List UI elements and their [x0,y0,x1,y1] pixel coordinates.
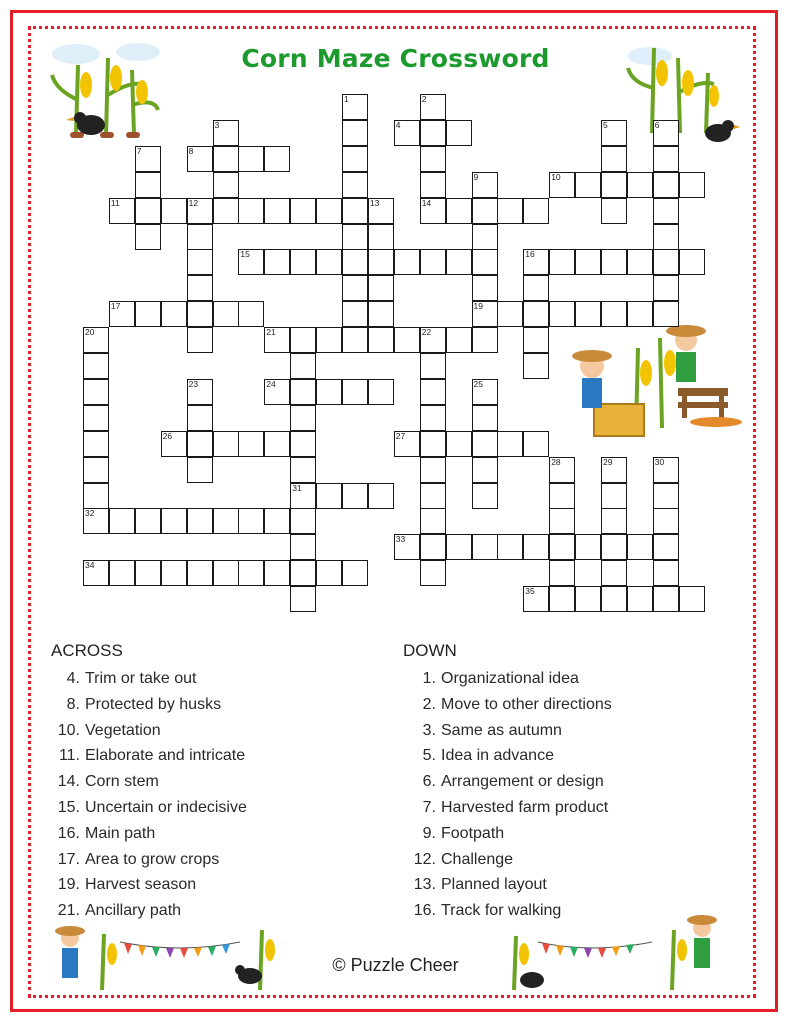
clue-number: 13 [369,197,380,208]
grid-cell[interactable] [420,249,446,275]
grid-cell[interactable] [472,483,498,509]
clue-number: 17 [110,301,121,312]
clue-number: 33 [395,534,406,545]
grid-cell[interactable] [653,198,679,224]
grid-cell[interactable] [472,457,498,483]
grid-cell[interactable] [497,198,523,224]
grid-cell[interactable] [420,534,446,560]
grid-cell[interactable] [264,146,290,172]
grid-cell[interactable] [549,457,575,483]
grid-cell[interactable] [472,224,498,250]
grid-cell[interactable] [342,172,368,198]
grid-cell[interactable] [394,327,420,353]
grid-cell[interactable] [342,198,368,224]
grid-cell[interactable] [187,405,213,431]
grid-cell[interactable] [342,224,368,250]
grid-cell[interactable] [472,327,498,353]
clue-number: 8 [188,145,194,156]
grid-cell[interactable] [83,327,109,353]
clue-number: 23 [188,378,199,389]
clue-number: 6 [654,119,660,130]
grid-cell[interactable] [342,249,368,275]
clue-number: 16 [525,249,535,260]
clue-number: 2 [421,94,427,104]
grid-cell[interactable] [420,198,446,224]
grid-cell[interactable] [446,249,472,275]
clue-number: 25 [473,378,483,389]
grid-cell[interactable] [238,146,264,172]
across-clue: 15. Uncertain or indecisive [57,798,247,816]
grid-cell[interactable] [342,483,368,509]
grid-cell[interactable] [187,275,213,301]
grid-cell[interactable] [679,586,705,612]
grid-cell[interactable] [653,301,679,327]
grid-cell[interactable] [653,534,679,560]
grid-cell[interactable] [290,457,316,483]
grid-cell[interactable] [627,534,653,560]
grid-cell[interactable] [135,198,161,224]
grid-cell[interactable] [420,405,446,431]
grid-cell[interactable] [420,353,446,379]
grid-cell[interactable] [420,560,446,586]
grid-cell[interactable] [420,172,446,198]
grid-cell[interactable] [420,483,446,509]
grid-cell[interactable] [238,249,264,275]
grid-cell[interactable] [523,198,549,224]
grid-cell[interactable] [290,534,316,560]
grid-cell[interactable] [368,224,394,250]
grid-cell[interactable] [653,146,679,172]
grid-cell[interactable] [238,198,264,224]
grid-cell[interactable] [394,534,420,560]
grid-cell[interactable] [472,172,498,198]
grid-cell[interactable] [575,249,601,275]
grid-cell[interactable] [187,146,213,172]
grid-cell[interactable] [653,172,679,198]
grid-cell[interactable] [342,327,368,353]
across-clue: 4. Trim or take out [66,670,197,687]
grid-cell[interactable] [187,198,213,224]
grid-cell[interactable] [549,586,575,612]
grid-cell[interactable] [446,534,472,560]
grid-cell[interactable] [290,353,316,379]
grid-cell[interactable] [523,353,549,379]
grid-cell[interactable] [627,249,653,275]
grid-cell[interactable] [290,405,316,431]
grid-cell[interactable] [627,172,653,198]
grid-cell[interactable] [601,483,627,509]
across-clue: 14. Corn stem [57,773,159,791]
grid-cell[interactable] [290,379,316,405]
grid-cell[interactable] [342,146,368,172]
grid-cell[interactable] [342,275,368,301]
grid-cell[interactable] [342,560,368,586]
grid-cell[interactable] [238,301,264,327]
grid-cell[interactable] [575,172,601,198]
grid-cell[interactable] [187,560,213,586]
grid-cell[interactable] [472,301,498,327]
grid-cell[interactable] [653,457,679,483]
grid-cell[interactable] [264,198,290,224]
clue-number: 24 [266,378,276,389]
grid-cell[interactable] [653,483,679,509]
grid-cell[interactable] [653,586,679,612]
grid-cell[interactable] [420,120,446,146]
grid-cell[interactable] [342,379,368,405]
grid-cell[interactable] [135,508,161,534]
across-clue: 11. Elaborate and intricate [58,747,246,765]
grid-cell[interactable] [420,94,446,120]
clue-number: 19 [473,301,483,312]
clue-number: 31 [292,482,302,493]
grid-cell[interactable] [290,249,316,275]
clue-number: 12 [188,197,199,208]
grid-cell[interactable] [264,327,290,353]
grid-cell[interactable] [549,534,575,560]
grid-cell[interactable] [161,508,187,534]
grid-cell[interactable] [653,249,679,275]
grid-cell[interactable] [653,508,679,534]
grid-cell[interactable] [109,301,135,327]
grid-cell[interactable] [83,560,109,586]
grid-cell[interactable] [316,249,342,275]
clue-number: 27 [395,430,406,441]
grid-cell[interactable] [601,560,627,586]
down-clue: 7. Harvested farm product [422,798,609,816]
grid-cell[interactable] [497,431,523,457]
grid-cell[interactable] [135,146,161,172]
grid-cell[interactable] [290,198,316,224]
clue-number: 1 [344,94,349,104]
down-clue-list [406,666,612,924]
down-clue: 5. Idea in advance [422,747,554,765]
grid-cell[interactable] [290,327,316,353]
grid-cell[interactable] [523,431,549,457]
down-clue: 13. Planned layout [413,876,547,894]
grid-cell[interactable] [472,198,498,224]
copyright-footer: © Puzzle Cheer [332,955,459,975]
clue-number: 3 [214,119,220,130]
down-heading: DOWN [403,641,457,660]
clue-number: 15 [240,249,250,260]
grid-cell[interactable] [601,120,627,146]
grid-cell[interactable] [368,301,394,327]
grid-cell[interactable] [161,431,187,457]
grid-cell[interactable] [420,146,446,172]
clue-number: 34 [85,560,95,571]
grid-cell[interactable] [187,301,213,327]
down-clue: 16. Track for walking [413,902,562,920]
clue-number: 29 [603,456,613,467]
grid-cell[interactable] [420,431,446,457]
grid-cell[interactable] [368,249,394,275]
grid-cell[interactable] [472,275,498,301]
grid-cell[interactable] [420,379,446,405]
grid-cell[interactable] [523,534,549,560]
grid-cell[interactable] [213,560,239,586]
grid-cell[interactable] [83,483,109,509]
grid-cell[interactable] [523,249,549,275]
clue-number: 4 [395,119,401,130]
grid-cell[interactable] [446,198,472,224]
grid-cell[interactable] [523,327,549,353]
grid-cell[interactable] [394,431,420,457]
grid-cell[interactable] [213,172,239,198]
across-clue-list [50,666,247,924]
clue-number: 11 [110,197,120,208]
grid-cell[interactable] [342,301,368,327]
grid-cell[interactable] [316,327,342,353]
grid-cell[interactable] [601,508,627,534]
across-clue: 21. Ancillary path [57,902,182,920]
grid-cell[interactable] [497,301,523,327]
clue-number: 5 [603,119,608,130]
grid-cell[interactable] [290,431,316,457]
grid-cell[interactable] [264,379,290,405]
grid-cell[interactable] [187,508,213,534]
grid-cell[interactable] [446,120,472,146]
down-clue: 2. Move to other directions [422,695,612,713]
grid-cell[interactable] [342,120,368,146]
clue-number: 10 [551,171,561,182]
grid-cell[interactable] [109,508,135,534]
grid-cell[interactable] [446,327,472,353]
grid-cell[interactable] [394,249,420,275]
grid-cell[interactable] [549,560,575,586]
grid-cell[interactable] [523,275,549,301]
grid-cell[interactable] [83,379,109,405]
grid-cell[interactable] [135,172,161,198]
grid-cell[interactable] [472,249,498,275]
grid-cell[interactable] [290,508,316,534]
grid-cell[interactable] [135,301,161,327]
clue-number: 14 [421,197,432,208]
grid-cell[interactable] [679,249,705,275]
grid-cell[interactable] [549,301,575,327]
clue-number: 9 [473,171,479,182]
grid-cell[interactable] [523,586,549,612]
grid-cell[interactable] [420,457,446,483]
grid-cell[interactable] [264,560,290,586]
grid-cell[interactable] [238,431,264,457]
grid-cell[interactable] [187,224,213,250]
grid-cell[interactable] [549,483,575,509]
grid-cell[interactable] [472,405,498,431]
grid-cell[interactable] [316,198,342,224]
grid-cell[interactable] [368,379,394,405]
grid-cell[interactable] [549,249,575,275]
grid-cell[interactable] [213,508,239,534]
grid-cell[interactable] [601,198,627,224]
clue-number: 32 [85,508,95,519]
down-clue: 6. Arrangement or design [422,773,604,791]
grid-cell[interactable] [368,275,394,301]
across-clue: 19. Harvest season [57,876,197,894]
grid-cell[interactable] [161,301,187,327]
grid-cell[interactable] [316,483,342,509]
down-clue: 9. Footpath [422,824,505,842]
grid-cell[interactable] [187,431,213,457]
grid-cell[interactable] [187,327,213,353]
grid-cell[interactable] [109,560,135,586]
grid-cell[interactable] [213,198,239,224]
grid-cell[interactable] [290,560,316,586]
grid-cell[interactable] [238,560,264,586]
grid-cell[interactable] [575,534,601,560]
clue-number: 21 [266,327,276,338]
clue-number: 28 [551,456,561,467]
grid-cell[interactable] [83,353,109,379]
grid-cell[interactable] [549,508,575,534]
grid-cell[interactable] [575,586,601,612]
down-clue: 12. Challenge [413,850,514,868]
grid-cell[interactable] [238,508,264,534]
grid-cell[interactable] [290,586,316,612]
grid-cell[interactable] [290,483,316,509]
grid-cell[interactable] [264,508,290,534]
grid-cell[interactable] [187,457,213,483]
grid-cell[interactable] [627,301,653,327]
grid-cell[interactable] [213,120,239,146]
page-title: Corn Maze Crossword [241,44,550,73]
grid-cell[interactable] [264,431,290,457]
grid-cell[interactable] [601,534,627,560]
grid-cell[interactable] [83,508,109,534]
grid-cell[interactable] [420,327,446,353]
grid-cell[interactable] [135,560,161,586]
grid-cell[interactable] [653,224,679,250]
across-clue: 16. Main path [57,824,156,842]
grid-cell[interactable] [653,275,679,301]
across-clue: 8. Protected by husks [66,695,222,713]
grid-cell[interactable] [83,405,109,431]
grid-cell[interactable] [601,249,627,275]
grid-cell[interactable] [368,327,394,353]
grid-cell[interactable] [83,457,109,483]
grid-cell[interactable] [601,586,627,612]
grid-cell[interactable] [601,172,627,198]
grid-cell[interactable] [497,534,523,560]
clue-number: 7 [136,145,142,156]
grid-cell[interactable] [342,94,368,120]
grid-cell[interactable] [135,224,161,250]
grid-cell[interactable] [446,431,472,457]
grid-cell[interactable] [601,301,627,327]
clue-number: 20 [85,327,95,338]
clue-number: 30 [654,456,665,467]
down-clue: 1. Organizational idea [422,670,579,687]
across-clue: 10. Vegetation [57,721,161,739]
grid-cell[interactable] [109,198,135,224]
grid-cell[interactable] [368,483,394,509]
grid-cell[interactable] [679,172,705,198]
grid-cell[interactable] [601,457,627,483]
grid-cell[interactable] [213,431,239,457]
grid-cell[interactable] [653,120,679,146]
grid-cell[interactable] [316,379,342,405]
grid-cell[interactable] [472,534,498,560]
grid-cell[interactable] [264,249,290,275]
grid-cell[interactable] [549,172,575,198]
grid-cell[interactable] [601,146,627,172]
grid-cell[interactable] [161,560,187,586]
grid-cell[interactable] [316,560,342,586]
grid-cell[interactable] [523,301,549,327]
grid-cell[interactable] [161,198,187,224]
grid-cell[interactable] [575,301,601,327]
grid-cell[interactable] [472,379,498,405]
grid-cell[interactable] [653,560,679,586]
grid-cell[interactable] [627,586,653,612]
grid-cell[interactable] [187,379,213,405]
grid-cell[interactable] [368,198,394,224]
down-clue: 3. Same as autumn [422,721,562,739]
across-clue: 17. Area to grow crops [57,850,220,868]
grid-cell[interactable] [213,301,239,327]
clue-number: 35 [525,586,535,597]
grid-cell[interactable] [472,431,498,457]
clue-number: 26 [162,430,173,441]
grid-cell[interactable] [187,249,213,275]
grid-cell[interactable] [213,146,239,172]
grid-cell[interactable] [83,431,109,457]
grid-cell[interactable] [394,120,420,146]
grid-cell[interactable] [420,508,446,534]
across-heading: ACROSS [51,641,123,660]
clue-number: 22 [421,327,432,338]
